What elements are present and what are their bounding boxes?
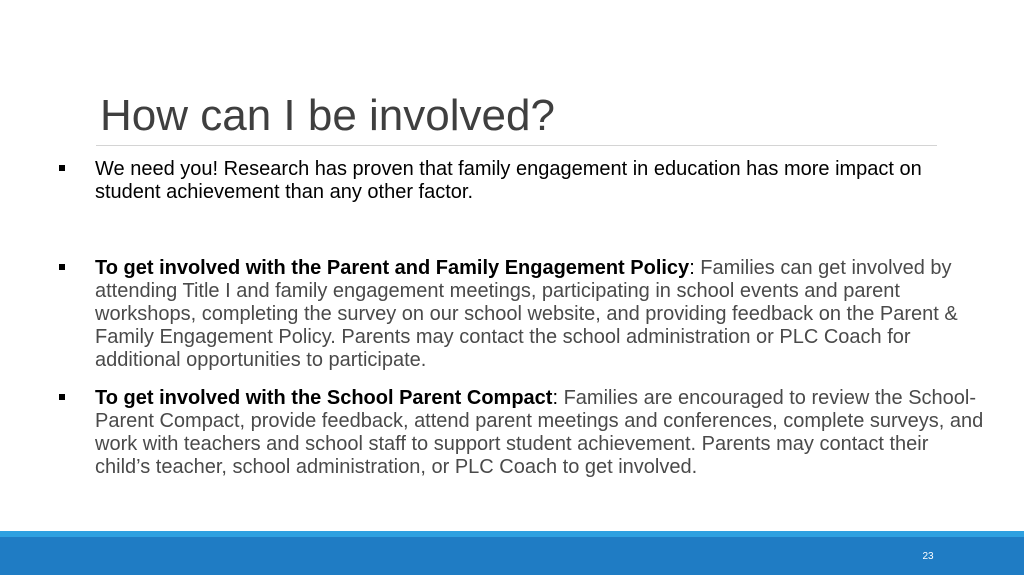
page-number: 23 [922,551,934,562]
bullet-body-text: Families are encouraged to review the School-Parent Compact, provide feedback, attend parent meetings and conferences, complete surveys, and work with teachers and school staff to support student achievement. Parents may contact their child’s teacher, school administration, or PLC Coach to get involved. [95,387,984,478]
square-bullet-icon [59,264,65,270]
bullet-body-text: Families can get involved by attending Title I and family engagement meetings, participating in school events and parent workshops, completing the survey on our school website, and providing feedback on the Parent & Family Engagement Policy. Parents may contact the school administration or PLC Coach for additional opportunities to participate. [95,257,958,371]
bullet-text [95,257,985,372]
bullet-heading: To get involved with the Parent and Family Engagement Policy [95,257,690,279]
bullet-heading: To get involved with the School Parent Compact [95,387,553,409]
footer-highlight-stripe [0,531,1024,537]
slide-title: How can I be involved? [100,91,555,140]
title-divider [96,145,937,146]
bullet-body-text: We need you! Research has proven that family engagement in education has more impact on student achievement than any other factor. [95,158,922,203]
bullet-separator: : [552,387,559,409]
square-bullet-icon [59,165,65,171]
bullet-text [95,158,985,204]
square-bullet-icon [59,394,65,400]
bullet-text [95,387,985,479]
footer-band [0,531,1024,575]
bullet-separator: : [689,257,695,279]
